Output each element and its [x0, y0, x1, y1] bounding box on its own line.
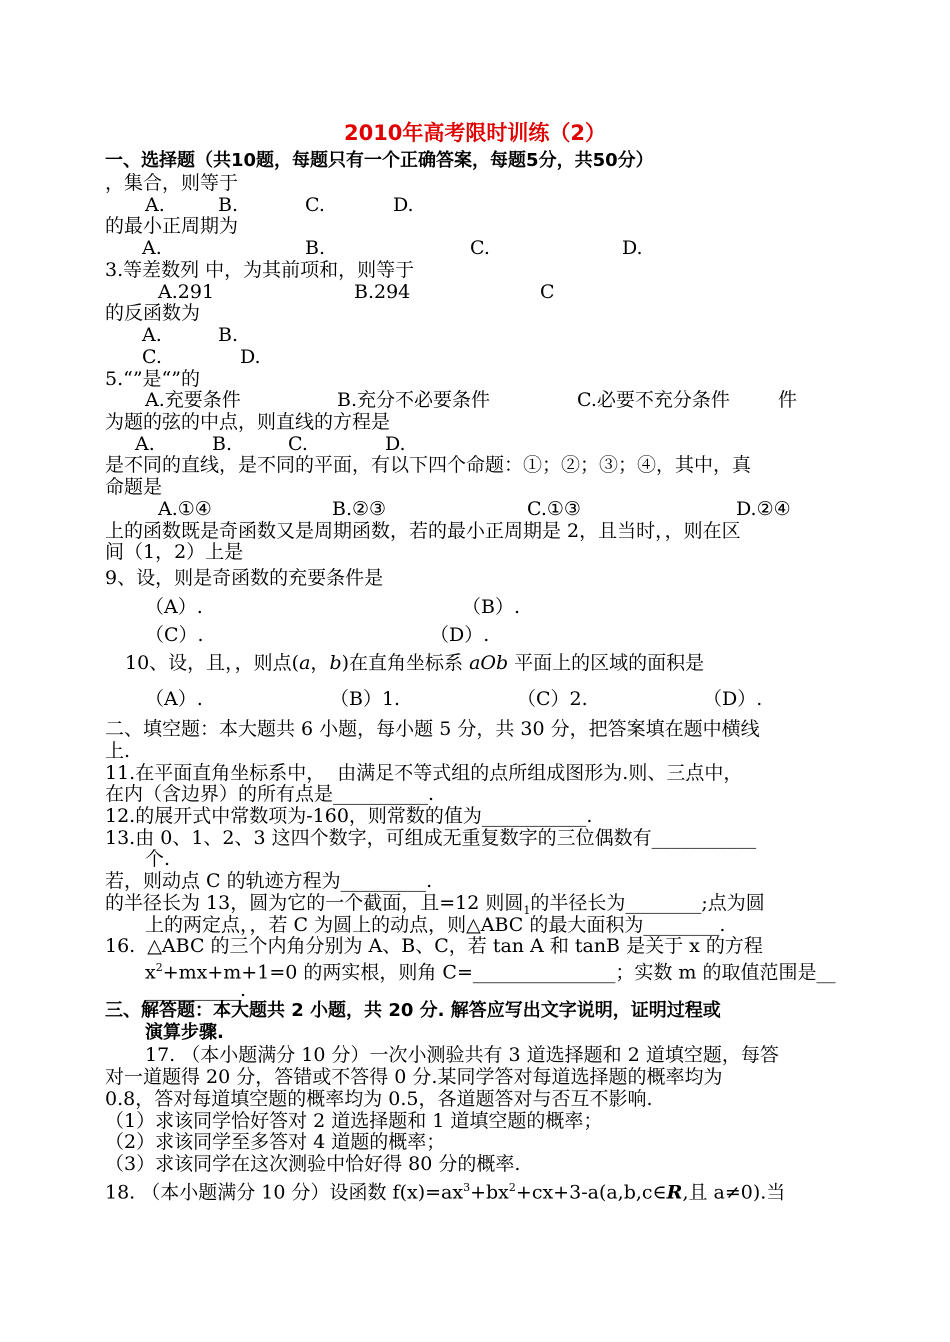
q17-part1: （1）求该同学恰好答对 2 道选择题和 1 道填空题的概率； — [105, 1110, 603, 1132]
q17-line3: 0.8，答对每道填空题的概率均为 0.5，各道题答对与否互不影响. — [105, 1088, 653, 1110]
q10-var-a: a — [299, 652, 311, 674]
q7-option-c: C.①③ — [527, 498, 581, 520]
q16-line3: __________. — [145, 979, 247, 1001]
q18-line1 — [105, 1177, 785, 1203]
q7-stem-line1: 是不同的直线，是不同的平面，有以下四个命题：①；②；③；④，其中，真 — [105, 454, 752, 476]
q18-text-a: 18. （本小题满分 10 分）设函数 f(x)=ax — [105, 1181, 464, 1204]
q5-option-d: 件 — [778, 389, 798, 411]
q5-option-a: A.充要条件 — [145, 389, 241, 411]
q6-option-c: C. — [288, 433, 308, 455]
section1-heading: 一、选择题（共10题，每题只有一个正确答案，每题5分，共50分） — [105, 150, 654, 171]
q9-option-c: （C）. — [145, 624, 204, 646]
q14: 若，则动点 C 的轨迹方程为_________. — [105, 870, 433, 892]
q10-stem-text-b: )在直角坐标系 — [341, 652, 470, 674]
section3-heading-line1: 三、解答题：本大题共 2 小题，共 20 分. 解答应写出文字说明，证明过程或 — [105, 1000, 721, 1021]
q10-option-d: （D）. — [703, 688, 763, 710]
q6-option-b: B. — [212, 433, 233, 455]
q18-sup-2: 2 — [508, 1181, 516, 1194]
q4-option-b: B. — [218, 324, 239, 346]
q15-line2: 上的两定点，，若 C 为圆上的动点，则△ABC 的最大面积为________. — [145, 914, 726, 936]
q10-comma: ， — [310, 652, 330, 674]
q15-line1-a: 的半径长为 13，圆为它的一个截面，且=12 则圆 — [105, 892, 524, 914]
q5-option-c: C.必要不充分条件 — [577, 389, 730, 411]
q17-line2: 对一道题得 20 分，答错或不答得 0 分.某同学答对每道选择题的概率均为 — [105, 1066, 723, 1088]
q9-option-a: （A）. — [145, 596, 203, 618]
q2-option-b: B. — [305, 237, 326, 259]
q18-sup-1: 3 — [463, 1181, 471, 1194]
q10-option-b: （B）1. — [330, 688, 401, 710]
q10-var-b: b — [329, 652, 342, 674]
q6-option-a: A. — [135, 433, 155, 455]
q4-option-d: D. — [240, 346, 261, 368]
q18-real-set: R — [666, 1181, 683, 1204]
q2-stem: 的最小正周期为 — [105, 215, 239, 237]
section2-heading-line1: 二、填空题：本大题共 6 小题，每小题 5 分，共 30 分，把答案填在题中横线 — [105, 718, 760, 740]
q7-option-b: B.②③ — [332, 498, 387, 520]
q10-stem-text-a: 10、设，且，，则点( — [125, 652, 300, 674]
q13-line1: 13.由 0、1、2、3 这四个数字，可组成无重复数字的三位偶数有___________ — [105, 827, 757, 849]
section3-heading-line2: 演算步骤. — [145, 1022, 224, 1043]
q3-option-b: B.294 — [354, 281, 411, 303]
q11-line2: 在内（含边界）的所有点是__________. — [105, 783, 435, 805]
q5-stem: 5.“”是“”的 — [105, 368, 200, 390]
q16-line1: 16. △ABC 的三个内角分别为 A、B、C，若 tan A 和 tanB 是关于 x 的方程 — [105, 935, 763, 957]
q17-line1: 17. （本小题满分 10 分）一次小测验共有 3 道选择题和 2 道填空题，每答 — [145, 1044, 779, 1066]
q2-option-d: D. — [622, 237, 643, 259]
q4-option-a: A. — [142, 324, 162, 346]
q3-option-c: C — [540, 281, 555, 303]
q17-part3: （3）求该同学在这次测验中恰好得 80 分的概率. — [105, 1153, 521, 1175]
q10-stem — [125, 652, 704, 674]
q18-text-c: +cx+3-a(a,b,c∈ — [515, 1181, 667, 1204]
q18-text-b: +bx — [470, 1181, 509, 1204]
q16-line2-a: x — [145, 961, 156, 984]
q9-option-d: （D）. — [430, 624, 490, 646]
section2-heading-line2: 上. — [105, 740, 131, 762]
q2-option-a: A. — [142, 237, 162, 259]
q17-part2: （2）求该同学至多答对 4 道题的概率； — [105, 1131, 446, 1153]
q13-line2: 个. — [145, 848, 171, 870]
q3-stem: 3.等差数列 中，为其前项和，则等于 — [105, 259, 415, 281]
q4-option-c: C. — [142, 346, 162, 368]
q1-option-d: D. — [393, 194, 414, 216]
q9-stem: 9、设，则是奇函数的充要条件是 — [105, 567, 384, 589]
page-title: 2010年高考限时训练（2） — [343, 121, 607, 145]
q8-stem-line1: 上的函数既是奇函数又是周期函数，若的最小正周期是 2，且当时，，则在区 — [105, 520, 741, 542]
q1-stem: ，集合，则等于 — [105, 172, 239, 194]
q11-line1: 11.在平面直角坐标系中， 由满足不等式组的点所组成图形为.则、三点中， — [105, 762, 743, 784]
q1-option-c: C. — [305, 194, 325, 216]
q10-var-aob: aOb — [469, 652, 509, 674]
q16-superscript: 2 — [155, 961, 163, 974]
q7-option-a: A.①④ — [158, 498, 212, 520]
q7-option-d: D.②④ — [736, 498, 791, 520]
q9-option-b: （B）. — [462, 596, 521, 618]
q1-option-b: B. — [218, 194, 239, 216]
q18-text-d: ,且 a≠0).当 — [682, 1181, 786, 1204]
q1-option-a: A. — [145, 194, 165, 216]
q5-option-b: B.充分不必要条件 — [337, 389, 491, 411]
q10-option-a: （A）. — [145, 688, 203, 710]
q7-stem-line2: 命题是 — [105, 476, 163, 498]
q12: 12.的展开式中常数项为-160，则常数的值为___________. — [105, 805, 593, 827]
q15-line1-b: 的半径长为________;点为圆 — [530, 892, 765, 914]
q6-stem: 为题的弦的中点，则直线的方程是 — [105, 411, 391, 433]
q3-option-a: A.291 — [158, 281, 215, 303]
q16-line2-b: +mx+m+1=0 的两实根，则角 C=_______________；实数 m 的取值范围是__ — [162, 961, 836, 984]
q10-option-c: （C）2. — [517, 688, 588, 710]
q16-line2 — [145, 957, 835, 983]
q8-stem-line2: 间（1，2）上是 — [105, 541, 244, 563]
q2-option-c: C. — [470, 237, 490, 259]
q6-option-d: D. — [385, 433, 406, 455]
q15-subscript: 1 — [523, 903, 531, 917]
q10-stem-text-c: 平面上的区域的面积是 — [508, 652, 705, 674]
q4-stem: 的反函数为 — [105, 302, 201, 324]
